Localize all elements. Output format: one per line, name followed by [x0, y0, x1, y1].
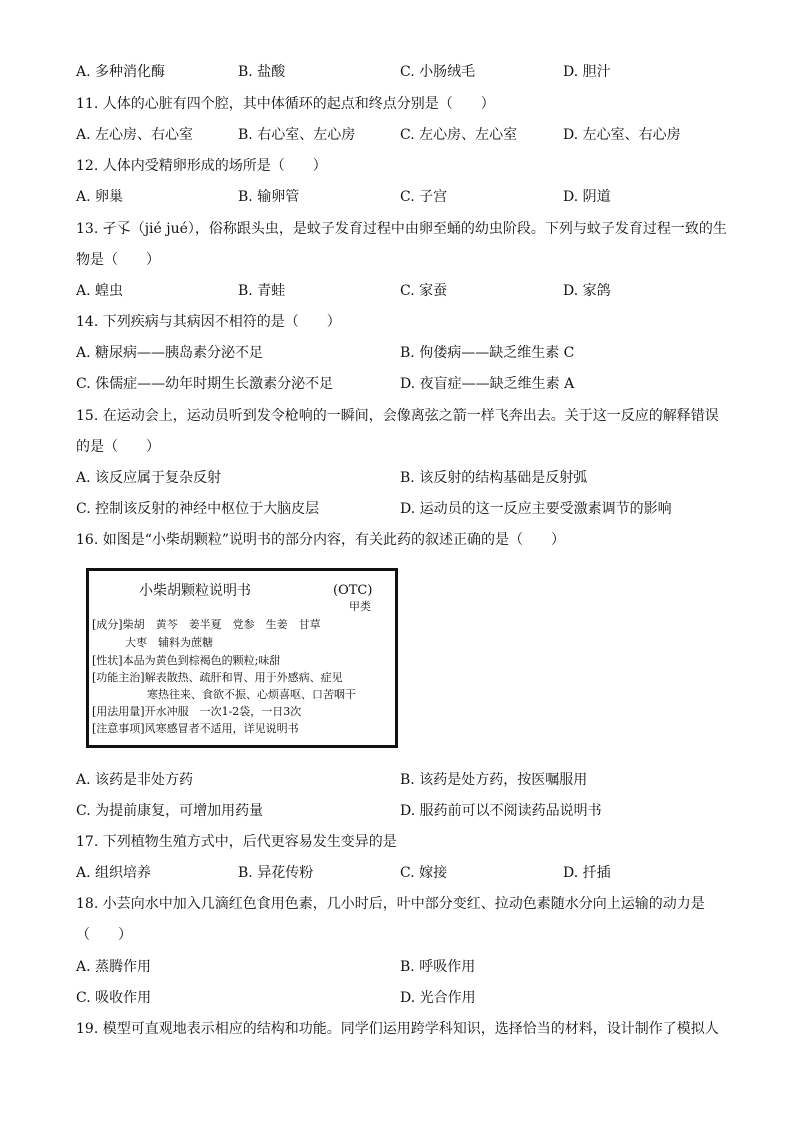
q17-stem: 17. 下列植物生殖方式中，后代更容易发生变异的是	[76, 834, 397, 850]
q15-option-b: B. 该反射的结构基础是反射弧	[400, 470, 588, 486]
q14-stem: 14. 下列疾病与其病因不相符的是（ ）	[76, 314, 341, 330]
q11-stem: 11. 人体的心脏有四个腔，其中体循环的起点和终点分别是（ ）	[76, 96, 495, 112]
q13-option-c: C. 家蚕	[400, 283, 448, 299]
q14-option-b: B. 佝偻病——缺乏维生素 C	[400, 345, 575, 361]
medicine-leaflet-box	[86, 568, 398, 748]
q17-option-c: C. 嫁接	[400, 865, 448, 881]
q18-stem-line2: （ ）	[76, 927, 132, 943]
q12-stem: 12. 人体内受精卵形成的场所是（ ）	[76, 158, 327, 174]
q18-option-b: B. 呼吸作用	[400, 959, 476, 975]
leaflet-line-ingredients-cont: 大枣 辅料为蔗糖	[92, 636, 213, 649]
q16-option-c: C. 为提前康复，可增加用药量	[76, 803, 264, 819]
q16-option-b: B. 该药是处方药，按医嘱服用	[400, 772, 588, 788]
q13-option-b: B. 青蛙	[238, 283, 286, 299]
q18-option-c: C. 吸收作用	[76, 990, 152, 1006]
q15-stem-line2: 的是（ ）	[76, 439, 160, 455]
q13-stem-line2: 物是（ ）	[76, 252, 160, 268]
q10-option-c: C. 小肠绒毛	[400, 64, 476, 80]
leaflet-otc-label: (OTC)	[333, 583, 373, 598]
q15-stem-line1: 15. 在运动会上，运动员听到发令枪响的一瞬间，会像离弦之箭一样飞奔出去。关于这一反应的解释错误	[76, 408, 719, 424]
q18-option-d: D. 光合作用	[400, 990, 476, 1006]
leaflet-line-indications: [功能主治]解表散热、疏肝和胃、用于外感病、症见	[92, 671, 343, 684]
leaflet-title: 小柴胡颗粒说明书	[139, 583, 251, 599]
q13-option-a: A. 蝗虫	[76, 283, 124, 299]
q12-option-a: A. 卵巢	[76, 189, 124, 205]
q11-option-a: A. 左心房、右心室	[76, 127, 194, 143]
q16-option-d: D. 服药前可以不阅读药品说明书	[400, 803, 602, 819]
q11-option-b: B. 右心室、左心房	[238, 127, 356, 143]
leaflet-line-properties: [性状]本品为黄色到棕褐色的颗粒;味甜	[92, 654, 281, 667]
q10-option-b: B. 盐酸	[238, 64, 286, 80]
q16-option-a: A. 该药是非处方药	[76, 772, 194, 788]
q18-stem-line1: 18. 小芸向水中加入几滴红色食用色素，几小时后，叶中部分变红、拉动色素随水分向上运输的动力是	[76, 896, 705, 912]
q14-option-a: A. 糖尿病——胰岛素分泌不足	[76, 345, 264, 361]
q19-stem-line1: 19. 模型可直观地表示相应的结构和功能。同学们运用跨学科知识，选择恰当的材料，设计制作了模拟人	[76, 1021, 719, 1037]
q17-option-a: A. 组织培养	[76, 865, 152, 881]
leaflet-line-dosage: [用法用量]开水冲服 一次1-2袋，一日3次	[92, 705, 302, 718]
q10-option-d: D. 胆汁	[563, 64, 611, 80]
q11-option-d: D. 左心室、右心房	[563, 127, 681, 143]
q12-option-b: B. 输卵管	[238, 189, 300, 205]
q13-option-d: D. 家鸽	[563, 283, 611, 299]
q14-option-d: D. 夜盲症——缺乏维生素 A	[400, 376, 575, 392]
q11-option-c: C. 左心房、左心室	[400, 127, 518, 143]
q10-option-a: A. 多种消化酶	[76, 64, 166, 80]
leaflet-line-ingredients: [成分]柴胡 黄芩 姜半夏 党参 生姜 甘草	[92, 618, 321, 631]
q17-option-d: D. 扦插	[563, 865, 611, 881]
q16-stem: 16. 如图是“小柴胡颗粒”说明书的部分内容，有关此药的叙述正确的是（ ）	[76, 532, 566, 548]
q12-option-c: C. 子宫	[400, 189, 448, 205]
q18-option-a: A. 蒸腾作用	[76, 959, 152, 975]
q15-option-c: C. 控制该反射的神经中枢位于大脑皮层	[76, 501, 320, 517]
q17-option-b: B. 异花传粉	[238, 865, 314, 881]
leaflet-line-indications-cont: 寒热往来、食欲不振、心烦喜呕、口苦咽干	[92, 688, 356, 701]
leaflet-category: 甲类	[349, 600, 371, 613]
q14-option-c: C. 侏儒症——幼年时期生长激素分泌不足	[76, 376, 334, 392]
q15-option-a: A. 该反应属于复杂反射	[76, 470, 222, 486]
leaflet-line-precautions: [注意事项]风寒感冒者不适用，详见说明书	[92, 722, 299, 735]
q15-option-d: D. 运动员的这一反应主要受激素调节的影响	[400, 501, 672, 517]
q12-option-d: D. 阴道	[563, 189, 611, 205]
q13-stem-line1: 13. 孑孓（jié jué），俗称跟头虫，是蚊子发育过程中由卵至蛹的幼虫阶段。下列与蚊子发育过程一致的生	[76, 221, 727, 237]
